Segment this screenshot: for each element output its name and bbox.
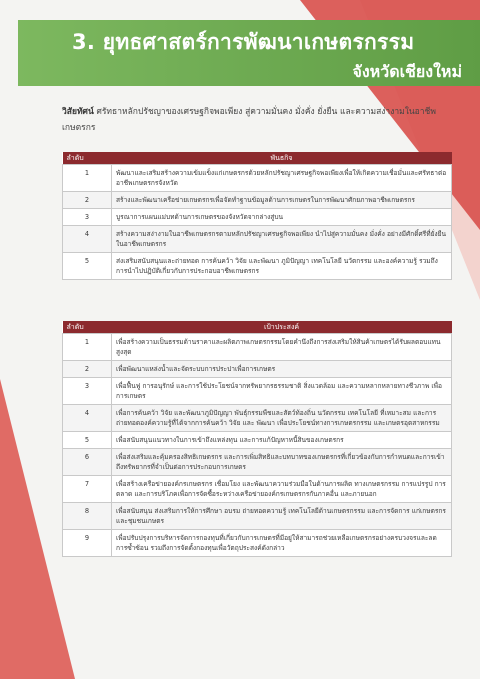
- table-header-row: [63, 321, 452, 334]
- header-banner: [18, 20, 480, 86]
- row-text: เพื่อสนับสนุน ส่งเสริมการให้การศึกษา อบรม ถ่ายทอดความรู้ เทคโนโลยีด้านเกษตรกรรม และการจัดการ แก่เกษตรกรและชุมชนเกษตร: [112, 503, 452, 530]
- table-row: [63, 209, 452, 226]
- table-row: [63, 449, 452, 476]
- row-number: 2: [63, 192, 112, 209]
- row-number: 5: [63, 253, 112, 280]
- row-number: 1: [63, 165, 112, 192]
- row-number: 8: [63, 503, 112, 530]
- column-header-goal: เป้าประสงค์: [112, 321, 452, 334]
- row-text: เพื่อสร้างความเป็นธรรมด้านราคาและผลิตภาพเกษตรกรรมโดยคำนึงถึงการส่งเสริมให้สินค้าเกษตรได้รับผลตอบแทนสูงสุด: [112, 334, 452, 361]
- row-text: เพื่อการค้นคว้า วิจัย และพัฒนาภูมิปัญญา พันธุ์กรรมพืชและสัตว์ท้องถิ่น นวัตกรรม เทคโนโลยี ที่เหมาะสม และการถ่ายทอดองค์ความรู้ที่ได้จากการค้นคว้า วิจัย และ พัฒนา เพื่อประโยชน์ทางการเกษตรกรรม และเกษตรอุตสาหกรรม: [112, 405, 452, 432]
- table-header-row: [63, 152, 452, 165]
- table-row: [63, 530, 452, 557]
- vision-label: วิสัยทัศน์: [62, 107, 94, 117]
- goals-table: [62, 321, 452, 557]
- table-row: [63, 405, 452, 432]
- table-row: [63, 192, 452, 209]
- table-row: [63, 165, 452, 192]
- row-number: 1: [63, 334, 112, 361]
- row-text: เพื่อปรับปรุงการบริหารจัดการกองทุนที่เกี่ยวกับการเกษตรที่มีอยู่ให้สามารถช่วยเหลือเกษตรกรอย่างครบวงจรและลดการซ้ำซ้อน รวมถึงการจัดตั้งกองทุนเพื่อวัตถุประสงค์ดังกล่าว: [112, 530, 452, 557]
- row-number: 9: [63, 530, 112, 557]
- row-text: เพื่อสนับสนุนแนวทางในการเข้าถึงแหล่งทุน และการแก้ปัญหาหนี้สินของเกษตรกร: [112, 432, 452, 449]
- page-subtitle: จังหวัดเชียงใหม่: [352, 62, 462, 81]
- row-text: ส่งเสริมสนับสนุนและถ่ายทอด การค้นคว้า วิจัย และพัฒนา ภูมิปัญญา เทคโนโลยี นวัตกรรม และองค์ความรู้ รวมถึงการนำไปปฏิบัติเกี่ยวกับการประกอบอาชีพเกษตรกร: [112, 253, 452, 280]
- row-number: 3: [63, 209, 112, 226]
- row-text: บูรณาการแผนแม่บทด้านการเกษตรของจังหวัดจากล่างสู่บน: [112, 209, 452, 226]
- table-row: [63, 361, 452, 378]
- row-number: 7: [63, 476, 112, 503]
- row-text: สร้างและพัฒนาเครือข่ายเกษตรกรเพื่อจัดทำฐานข้อมูลด้านการเกษตรในการพัฒนาศักยภาพอาชีพเกษตรกร: [112, 192, 452, 209]
- row-number: 5: [63, 432, 112, 449]
- table-row: [63, 476, 452, 503]
- row-text: เพื่อพัฒนาแหล่งน้ำและจัดระบบการประปาเพื่อการเกษตร: [112, 361, 452, 378]
- vision-statement: [62, 104, 447, 136]
- table-row: [63, 253, 452, 280]
- row-text: เพื่อส่งเสริมและคุ้มครองสิทธิเกษตรกร และการเพิ่มสิทธิและบทบาทของเกษตรกรที่เกี่ยวข้องกับการกำหนดและการเข้าถึงทรัพยากรที่จำเป็นต่อการประกอบการเกษตร: [112, 449, 452, 476]
- column-header-no: ลำดับ: [63, 321, 112, 334]
- page-title: 3. ยุทธศาสตร์การพัฒนาเกษตรกรรม: [72, 30, 415, 54]
- row-number: 6: [63, 449, 112, 476]
- column-header-mission: พันธกิจ: [112, 152, 452, 165]
- table-row: [63, 378, 452, 405]
- row-number: 2: [63, 361, 112, 378]
- table-row: [63, 226, 452, 253]
- row-number: 3: [63, 378, 112, 405]
- table-row: [63, 432, 452, 449]
- column-header-no: ลำดับ: [63, 152, 112, 165]
- row-text: เพื่อฟื้นฟู การอนุรักษ์ และการใช้ประโยชน์จากทรัพยากรธรรมชาติ สิ่งแวดล้อม และความหลากหลายทางชีวภาพ เพื่อการเกษตร: [112, 378, 452, 405]
- row-number: 4: [63, 226, 112, 253]
- table-row: [63, 503, 452, 530]
- vision-text: ศรัทธาหลักปรัชญาของเศรษฐกิจพอเพียง สู่ความมั่นคง มั่งคั่ง ยั่งยืน และความสง่างามในอาชีพเกษตรกร: [62, 107, 436, 133]
- row-text: เพื่อสร้างเครือข่ายองค์กรเกษตรกร เชื่อมโยง และพัฒนาความร่วมมือในด้านการผลิต ทางเกษตรกรรม การแปรรูป การตลาด และการบริโภคเพื่อการจัดซื้อระหว่างเครือข่ายองค์กรเกษตรกรกับภาคอื่น และภายนอก: [112, 476, 452, 503]
- row-text: พัฒนาและเสริมสร้างความเข้มแข็งแก่เกษตรกรด้วยหลักปรัชญาเศรษฐกิจพอเพียงเพื่อให้เกิดความเชื่อมั่นและศรัทธาต่ออาชีพเกษตรกรจังหวัด: [112, 165, 452, 192]
- missions-table: [62, 152, 452, 280]
- row-text: สร้างความสง่างามในอาชีพเกษตรกรตามหลักปรัชญาเศรษฐกิจพอเพียง นำไปสู่ความมั่นคง มั่งคั่ง อย่างมีศักดิ์ศรีที่ยั่งยืนในอาชีพเกษตรกร: [112, 226, 452, 253]
- table-row: [63, 334, 452, 361]
- row-number: 4: [63, 405, 112, 432]
